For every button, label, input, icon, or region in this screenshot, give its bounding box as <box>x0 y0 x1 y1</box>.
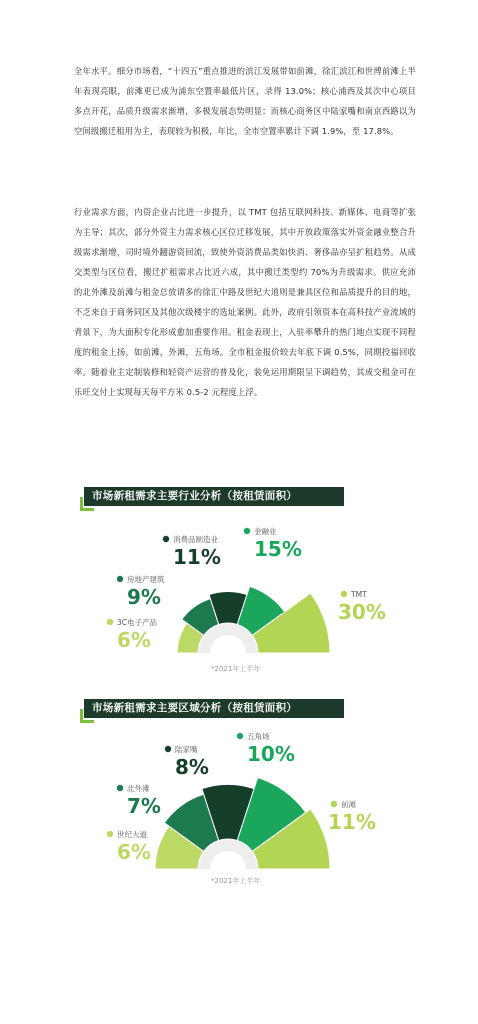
legend-name: 五角场 <box>247 732 270 741</box>
legend-dot <box>165 746 171 752</box>
legend-percent: 11% <box>328 810 376 834</box>
legend-name: 3C电子产品 <box>117 618 158 627</box>
district-rose-chart <box>84 699 414 891</box>
legend-percent: 6% <box>117 840 151 864</box>
chart-title-district: 市场新租需求主要区域分析（按租赁面积） <box>84 699 344 718</box>
legend-dot <box>107 619 113 625</box>
legend-dot <box>117 576 123 582</box>
body-paragraph-1: 全年水平。细分市场看，“十四五”重点推进的滨江发展带如前滩，徐汇滨江和世博前滩上半年表现亮眼，前滩更已成为浦东空置率最低片区，录得 13.0%；核心浦西及其次中心项目多点开花，品质升级需求渐增，多极发展态势明显；而核心商务区中陆家嘴和南京西路以为空间级搬迁租用为主，表现较为积极，年比，全市空置率累计下调 1.9%，至 17.8%。 <box>74 66 416 136</box>
legend-percent: 6% <box>117 628 151 652</box>
industry-demand-chart-section <box>84 487 414 679</box>
industry-rose-chart <box>84 487 414 679</box>
legend-dot <box>244 528 250 534</box>
legend-dot <box>237 733 243 739</box>
legend-name: 房地产建筑 <box>127 575 165 584</box>
legend-percent: 9% <box>127 585 161 609</box>
district-demand-chart-section <box>84 699 414 891</box>
legend-percent: 10% <box>247 742 295 766</box>
legend-dot <box>163 536 169 542</box>
legend-name: 北外滩 <box>127 784 150 793</box>
chart-note: *2021年上半年 <box>211 665 261 673</box>
legend-percent: 8% <box>175 755 209 779</box>
legend-percent: 7% <box>127 794 161 818</box>
chart-note: *2021年上半年 <box>211 877 261 885</box>
legend-percent: 11% <box>173 545 221 569</box>
legend-dot <box>117 785 123 791</box>
legend-dot <box>107 831 113 837</box>
legend-dot <box>341 591 347 597</box>
legend-name: 世纪大道 <box>117 830 147 839</box>
legend-name: 金融业 <box>254 527 277 536</box>
legend-name: 消费品制造业 <box>173 535 218 544</box>
legend-name: 前滩 <box>341 800 356 809</box>
legend-percent: 15% <box>254 537 302 561</box>
body-paragraph-2: 行业需求方面，内资企业占比进一步提升，以 TMT 包括互联网科技、新媒体、电商等扩张为主导；其次，部分外资主力需求核心区位迁移发展，其中开放政策落实外资金融业整合升级需求渐增，司时境外翻游资回流，致使外资消费品类如快消、奢侈品亦呈扩租趋势。从成交类型与区位看，搬迁扩租需求占比近六成，其中搬迁类型约 70%为升级需求。供应充沛的北外滩及前滩与租金总放请多的徐汇中路及世纪大道则是兼具区位和品质提升的目的地，不乏来自于商务同区及其他次级楼宇的选址案例。此外，政府引领资本在高科技产业流域的背景下，为大面积专化形成愈加重要作用。租金表现上，入驻率攀升的热门地点实现不同程度的租金上扬，如前滩，外滩，五角场。全市租金报价较去年底下调 0.5%，同期投福回收率。随着业主定制装修和轻资产运营的普及化，装免运用期限呈下调趋势，其成交租金可在乐旺交付上实现每天每平方米 0.5-2 元程度上浮。 <box>74 207 416 397</box>
legend-name: TMT <box>351 590 367 599</box>
chart-title-industry: 市场新租需求主要行业分析（按租赁面积） <box>84 487 344 506</box>
legend-percent: 30% <box>338 600 386 624</box>
legend-dot <box>331 801 337 807</box>
legend-name: 陆家嘴 <box>175 745 198 754</box>
